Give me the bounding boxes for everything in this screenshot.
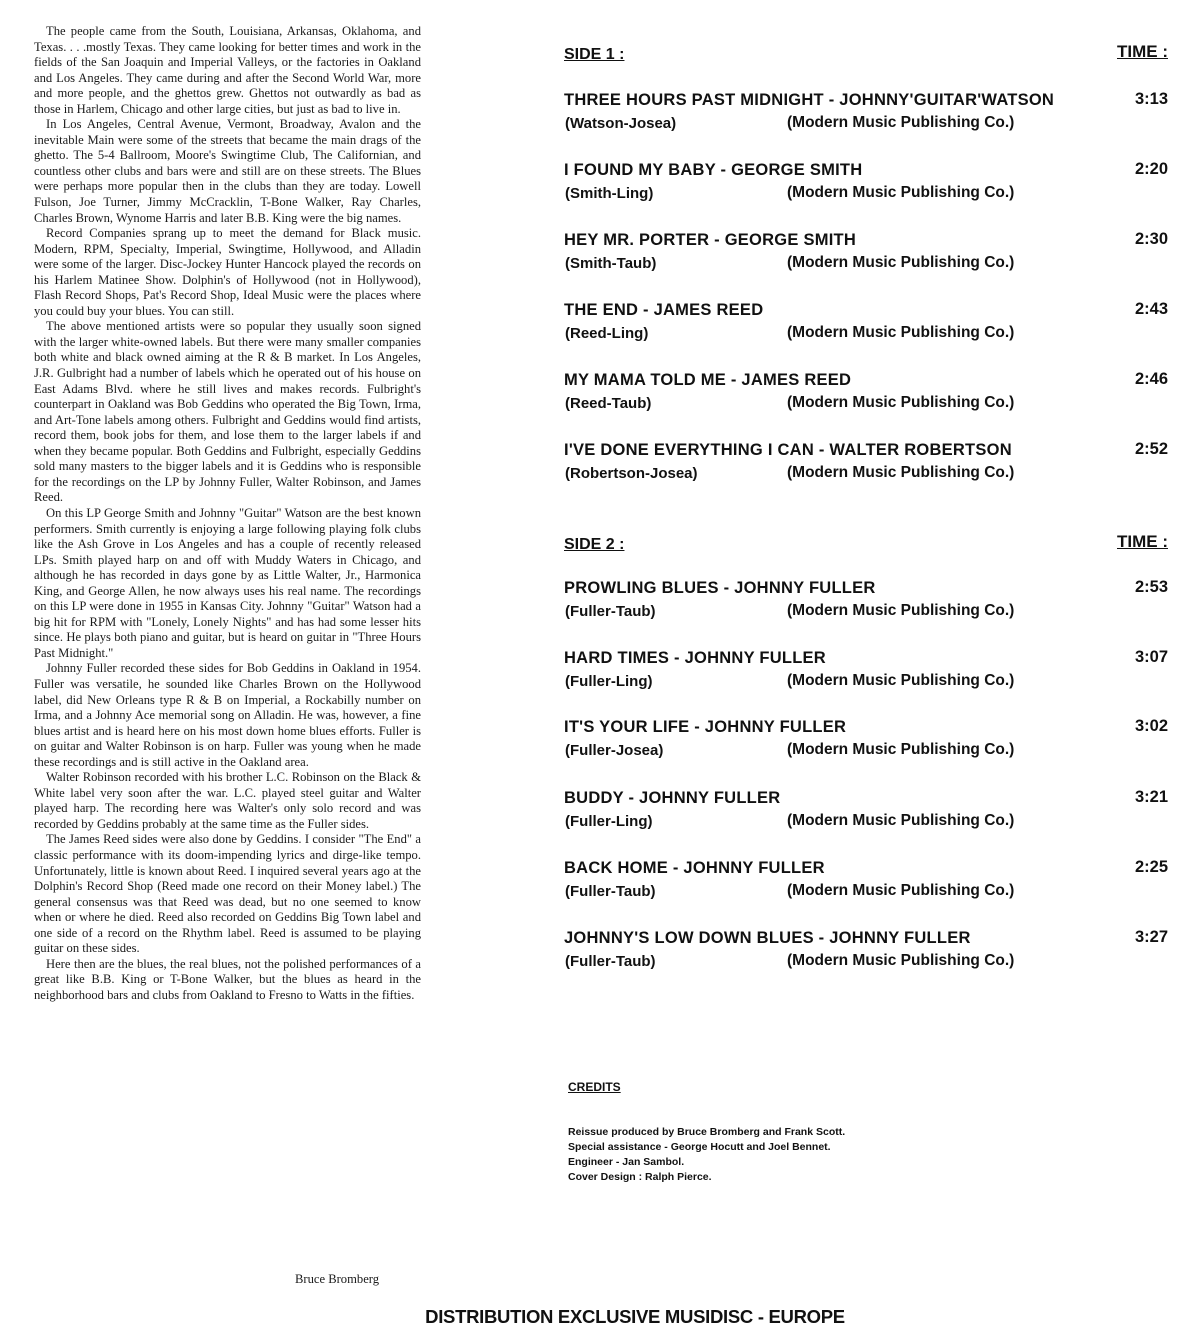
notes-paragraph: The James Reed sides were also done by Geddins. I consider "The End" a classic performance with its doom-impending lyrics and dirge-like tempo. Unfortunately, little is known about Reed. I inquired several years ago at the Dolphin's Record Shop (Reed made one record on their Money label.) The general consensus was that Reed was dead, but no one seemed to know when or where he died. Reed also recorded on Geddins Big Town label and one side of a record on the Rhythm label. Reed is assumed to be playing guitar on these sides.: [34, 832, 421, 956]
track-time: 3:21: [1134, 788, 1168, 806]
track-row: [564, 91, 1168, 141]
track-row: [564, 301, 1168, 351]
track-writers: (Fuller-Ling): [565, 813, 653, 830]
side-2-label: SIDE 2 :: [564, 536, 625, 553]
notes-paragraph: On this LP George Smith and Johnny "Guitar" Watson are the best known performers. Smith currently is enjoying a large following playing folk clubs like the Ash Grove in Los Angeles and has a couple of recently released LPs. Smith played harp on and off with Muddy Waters in Chicago, and although he has recorded in days gone by as Little Walter, Jr., Harmonica King, and George Allen, he now always uses his real name. The recordings on this LP were done in 1955 in Kansas City. Johnny "Guitar" Watson had a big hit for RPM with "Lonely, Lonely Nights" and has had some lesser hits since. He plays both piano and guitar, but is heard on guitar in "Three Hours Past Midnight.": [34, 505, 421, 660]
track-publisher: (Modern Music Publishing Co.): [787, 114, 1015, 131]
track-listing: [564, 0, 1174, 1330]
track-row: [564, 929, 1168, 979]
track-time: 3:27: [1134, 928, 1168, 946]
track-publisher: (Modern Music Publishing Co.): [787, 672, 1015, 689]
track-writers: (Fuller-Ling): [565, 673, 653, 690]
track-writers: (Reed-Taub): [565, 395, 652, 412]
track-title: IT'S YOUR LIFE - JOHNNY FULLER: [564, 718, 847, 736]
track-title: MY MAMA TOLD ME - JAMES REED: [564, 371, 852, 389]
track-publisher: (Modern Music Publishing Co.): [787, 882, 1015, 899]
credit-line: Engineer - Jan Sambol.: [568, 1156, 685, 1168]
track-row: [564, 789, 1168, 839]
track-row: [564, 649, 1168, 699]
track-title: I'VE DONE EVERYTHING I CAN - WALTER ROBERTSON: [564, 441, 1012, 459]
track-time: 2:53: [1134, 578, 1168, 596]
credits-heading: CREDITS: [568, 1080, 621, 1094]
track-time: 3:13: [1134, 90, 1168, 108]
track-publisher: (Modern Music Publishing Co.): [787, 952, 1015, 969]
track-writers: (Smith-Taub): [565, 255, 657, 272]
track-row: [564, 859, 1168, 909]
track-writers: (Watson-Josea): [565, 115, 677, 132]
track-time: 2:25: [1134, 858, 1168, 876]
track-title: BUDDY - JOHNNY FULLER: [564, 789, 781, 807]
notes-signature: Bruce Bromberg: [295, 1272, 380, 1286]
track-time: 2:20: [1134, 160, 1168, 178]
track-writers: (Reed-Ling): [565, 325, 649, 342]
notes-paragraph: The people came from the South, Louisiana, Arkansas, Oklahoma, and Texas. . . .mostly Texas. They came looking for better times and work in the fields of the San Joaquin and Imperial Valleys, or the factories in Oakland and Los Angeles. They came during and after the Second World War, more and more people, and the ghettos grew. Ghettos not outwardly as bad as those in Harlem, Chicago and other large cities, but just as bad to live in.: [34, 24, 421, 116]
notes-paragraph: Johnny Fuller recorded these sides for Bob Geddins in Oakland in 1954. Fuller was versatile, he sounded like Charles Brown on the Hollywood label, did New Orleans type R & B on Imperial, a Rockabilly number on Irma, and a Johnny Ace memorial song on Alladin. He was, however, a fine blues artist and is heard here on his most down home blues efforts. Fuller is on guitar and Walter Robinson is on harp. Fuller was young when he made these recordings and is still active in the Oakland area.: [34, 661, 421, 769]
notes-paragraph: Here then are the blues, the real blues, not the polished performances of a great like B.B. King or T-Bone Walker, but the blues as heard in the neighborhood bars and clubs from Oakland to Fresno to Watts in the fifties.: [34, 956, 421, 1002]
liner-notes: [34, 24, 421, 1003]
track-title: HARD TIMES - JOHNNY FULLER: [564, 649, 826, 667]
track-publisher: (Modern Music Publishing Co.): [787, 254, 1015, 271]
track-row: [564, 231, 1168, 281]
track-row: [564, 718, 1168, 768]
track-title: PROWLING BLUES - JOHNNY FULLER: [564, 579, 876, 597]
credit-line: Cover Design : Ralph Pierce.: [568, 1171, 712, 1183]
track-publisher: (Modern Music Publishing Co.): [787, 184, 1015, 201]
track-writers: (Fuller-Josea): [565, 742, 664, 759]
track-title: THE END - JAMES REED: [564, 301, 764, 319]
track-time: 2:30: [1134, 230, 1168, 248]
notes-paragraph: Record Companies sprang up to meet the demand for Black music. Modern, RPM, Specialty, Imperial, Swingtime, Hollywood, and Alladin were some of the larger. Disc-Jockey Hunter Hancock played the records on his Harlem Matinee Show. Dolphin's of Hollywood (not in Hollywood), Flash Record Shops, Pat's Record Shop, Ideal Music were the places where you could buy your blues. You can still.: [34, 226, 421, 318]
track-publisher: (Modern Music Publishing Co.): [787, 324, 1015, 341]
side-1-time-label: TIME :: [1117, 42, 1168, 61]
track-writers: (Robertson-Josea): [565, 465, 698, 482]
track-publisher: (Modern Music Publishing Co.): [787, 812, 1015, 829]
track-row: [564, 579, 1168, 629]
track-publisher: (Modern Music Publishing Co.): [787, 602, 1015, 619]
track-time: 2:46: [1134, 370, 1168, 388]
side-1-label: SIDE 1 :: [564, 46, 625, 63]
distribution-notice: DISTRIBUTION EXCLUSIVE MUSIDISC - EUROPE: [425, 1306, 845, 1327]
track-time: 3:07: [1134, 648, 1168, 666]
side-2-time-label: TIME :: [1117, 532, 1168, 551]
track-row: [564, 371, 1168, 421]
notes-paragraph: Walter Robinson recorded with his brother L.C. Robinson on the Black & White label very soon after the war. L.C. played steel guitar and Walter played harp. The recording here was Walter's only solo record and was recorded by Geddins probably at the same time as the Fuller sides.: [34, 770, 421, 831]
side-1-header: [564, 42, 1168, 70]
notes-paragraph: The above mentioned artists were so popular they usually soon signed with the larger white-owned labels. But there were many smaller companies both white and black owned aiming at the R & B market. In Los Angeles, J.R. Gulbright had a number of labels which he operated out of his house on East Adams Blvd. where he still lives and makes records. Fulbright's counterpart in Oakland was Bob Geddins who operated the Big Town, Irma, and Art-Tone labels among others. Fulbright and Geddins would find artists, record them, book jobs for them, and lose them to the larger labels if and when they became popular. Both Geddins and Fulbright, especially Geddins sold many masters to the bigger labels and it is Geddins who is responsible for the recordings on the LP by Johnny Fuller, Walter Robinson, and James Reed.: [34, 319, 421, 505]
track-time: 2:52: [1134, 440, 1168, 458]
track-title: THREE HOURS PAST MIDNIGHT - JOHNNY'GUITAR'WATSON: [564, 91, 1055, 109]
track-row: [564, 441, 1168, 491]
track-writers: (Smith-Ling): [565, 185, 654, 202]
side-2-header: [564, 532, 1168, 560]
track-title: BACK HOME - JOHNNY FULLER: [564, 859, 825, 877]
credits-list: [568, 1125, 845, 1185]
track-title: I FOUND MY BABY - GEORGE SMITH: [564, 161, 863, 179]
track-row: [564, 161, 1168, 211]
track-writers: (Fuller-Taub): [565, 883, 656, 900]
track-time: 2:43: [1134, 300, 1168, 318]
credit-line: Special assistance - George Hocutt and Joel Bennet.: [568, 1141, 831, 1153]
track-title: JOHNNY'S LOW DOWN BLUES - JOHNNY FULLER: [564, 929, 971, 947]
notes-paragraph: In Los Angeles, Central Avenue, Vermont, Broadway, Avalon and the inevitable Main were some of the streets that became the main drags of the ghetto. The 5-4 Ballroom, Moore's Swingtime Club, The Californian, and countless other clubs and bars were and still are on these streets. The Blues were perhaps more popular then in the clubs than they are today. Lowell Fulson, Joe Turner, Jimmy McCracklin, T-Bone Walker, Ray Charles, Charles Brown, Wynome Harris and later B.B. King were the big names.: [34, 117, 421, 225]
track-publisher: (Modern Music Publishing Co.): [787, 394, 1015, 411]
track-title: HEY MR. PORTER - GEORGE SMITH: [564, 231, 857, 249]
track-publisher: (Modern Music Publishing Co.): [787, 464, 1015, 481]
track-time: 3:02: [1134, 717, 1168, 735]
track-writers: (Fuller-Taub): [565, 953, 656, 970]
credit-line: Reissue produced by Bruce Bromberg and Frank Scott.: [568, 1126, 846, 1138]
track-writers: (Fuller-Taub): [565, 603, 656, 620]
track-publisher: (Modern Music Publishing Co.): [787, 741, 1015, 758]
